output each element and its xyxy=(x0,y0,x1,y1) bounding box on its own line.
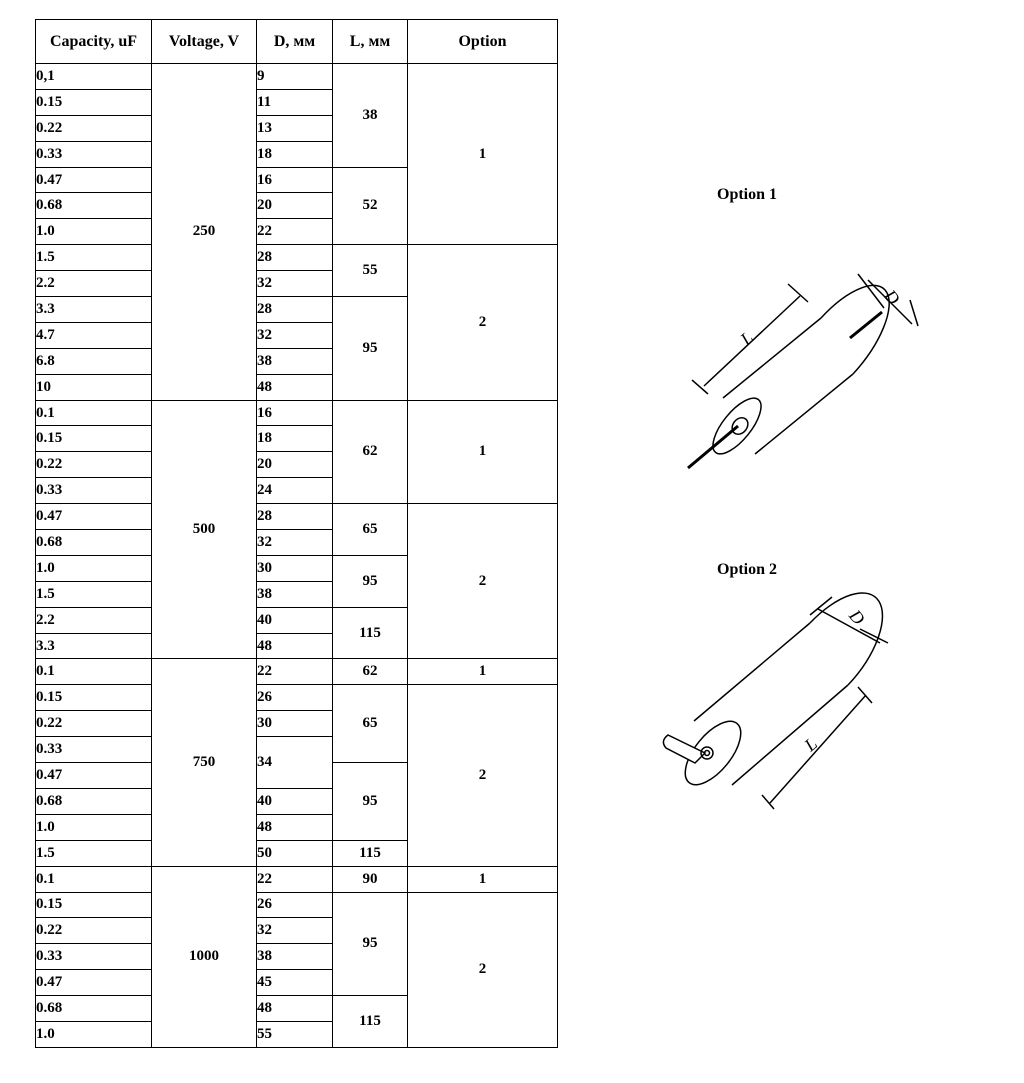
capacity-cell: 0.22 xyxy=(36,711,152,737)
d-cell: 38 xyxy=(257,581,333,607)
d-cell: 11 xyxy=(257,89,333,115)
d-cell: 40 xyxy=(257,788,333,814)
l-cell: 62 xyxy=(333,659,408,685)
capacity-cell: 0.47 xyxy=(36,167,152,193)
option1-lead-back xyxy=(850,312,882,338)
capacity-cell: 1.0 xyxy=(36,814,152,840)
option-cell: 2 xyxy=(408,504,558,659)
capacity-cell: 0.22 xyxy=(36,115,152,141)
capacity-cell: 10 xyxy=(36,374,152,400)
voltage-cell: 1000 xyxy=(152,866,257,1047)
capacity-cell: 1.0 xyxy=(36,219,152,245)
d-cell: 22 xyxy=(257,659,333,685)
capacity-cell: 0.47 xyxy=(36,970,152,996)
capacity-cell: 1.0 xyxy=(36,555,152,581)
d-cell: 32 xyxy=(257,271,333,297)
l-cell: 65 xyxy=(333,504,408,556)
capacity-cell: 1.5 xyxy=(36,245,152,271)
capacity-cell: 0,1 xyxy=(36,64,152,90)
d-cell: 38 xyxy=(257,944,333,970)
capacity-cell: 1.5 xyxy=(36,581,152,607)
d-cell: 13 xyxy=(257,115,333,141)
d-cell: 32 xyxy=(257,918,333,944)
capacitor-spec-table xyxy=(35,19,558,1048)
table-row xyxy=(36,400,558,426)
table-row xyxy=(36,64,558,90)
option1-rear-end xyxy=(821,285,889,374)
option-cell: 1 xyxy=(408,659,558,685)
d-cell: 26 xyxy=(257,892,333,918)
capacity-cell: 0.22 xyxy=(36,918,152,944)
capacity-cell: 0.68 xyxy=(36,996,152,1022)
table-row xyxy=(36,504,558,530)
capacity-cell: 4.7 xyxy=(36,322,152,348)
option1-label: Option 1 xyxy=(717,186,778,203)
option-cell: 2 xyxy=(408,245,558,400)
d-cell: 9 xyxy=(257,64,333,90)
capacity-cell: 6.8 xyxy=(36,348,152,374)
d-cell: 28 xyxy=(257,504,333,530)
table-row xyxy=(36,892,558,918)
capacity-cell: 3.3 xyxy=(36,633,152,659)
option1-lead-front xyxy=(688,426,738,468)
d-cell: 48 xyxy=(257,633,333,659)
l-cell: 55 xyxy=(333,245,408,297)
d-cell: 30 xyxy=(257,555,333,581)
capacity-cell: 0.33 xyxy=(36,478,152,504)
l-cell: 95 xyxy=(333,297,408,401)
table-row xyxy=(36,659,558,685)
d-cell: 40 xyxy=(257,607,333,633)
d-cell: 24 xyxy=(257,478,333,504)
voltage-cell: 500 xyxy=(152,400,257,659)
capacity-cell: 0.47 xyxy=(36,763,152,789)
capacity-cell: 0.68 xyxy=(36,530,152,556)
d-cell: 22 xyxy=(257,219,333,245)
d-cell: 22 xyxy=(257,866,333,892)
capacity-cell: 0.33 xyxy=(36,141,152,167)
l-cell: 95 xyxy=(333,763,408,841)
l-cell: 115 xyxy=(333,607,408,659)
d-cell: 16 xyxy=(257,400,333,426)
option-cell: 2 xyxy=(408,892,558,1047)
capacity-cell: 0.1 xyxy=(36,400,152,426)
option2-capacitor-drawing xyxy=(650,585,910,815)
l-cell: 52 xyxy=(333,167,408,245)
capacity-cell: 0.68 xyxy=(36,193,152,219)
option1-capacitor-drawing xyxy=(660,260,930,480)
l-cell: 115 xyxy=(333,840,408,866)
option-header: Option xyxy=(408,20,558,64)
capacity-cell: 0.15 xyxy=(36,685,152,711)
option2-solder-tag xyxy=(663,735,705,763)
d-cell: 18 xyxy=(257,426,333,452)
l-cell: 115 xyxy=(333,996,408,1048)
voltage-cell: 250 xyxy=(152,64,257,401)
l-cell: 62 xyxy=(333,400,408,504)
d-cell: 18 xyxy=(257,141,333,167)
d-cell: 28 xyxy=(257,245,333,271)
l-cell: 38 xyxy=(333,64,408,168)
capacity-header: Capacity, uF xyxy=(36,20,152,64)
option2-label: Option 2 xyxy=(717,561,778,578)
capacity-cell: 0.1 xyxy=(36,659,152,685)
d-cell: 55 xyxy=(257,1021,333,1047)
option1-d-text: D xyxy=(880,285,904,309)
d-cell: 48 xyxy=(257,996,333,1022)
l-header: L, мм xyxy=(333,20,408,64)
d-cell: 20 xyxy=(257,452,333,478)
table-row xyxy=(36,685,558,711)
d-cell: 30 xyxy=(257,711,333,737)
d-cell: 45 xyxy=(257,970,333,996)
option-cell: 1 xyxy=(408,400,558,504)
option-cell: 1 xyxy=(408,64,558,245)
capacity-cell: 0.1 xyxy=(36,866,152,892)
capacity-cell: 0.33 xyxy=(36,737,152,763)
d-cell: 16 xyxy=(257,167,333,193)
l-cell: 65 xyxy=(333,685,408,763)
d-cell: 48 xyxy=(257,374,333,400)
capacity-cell: 2.2 xyxy=(36,607,152,633)
capacity-cell: 1.5 xyxy=(36,840,152,866)
d-cell: 26 xyxy=(257,685,333,711)
capacity-cell: 0.33 xyxy=(36,944,152,970)
option2-d-text: D xyxy=(845,605,869,629)
capacity-cell: 2.2 xyxy=(36,271,152,297)
d-header: D, мм xyxy=(257,20,333,64)
option2-l-text: L xyxy=(800,733,822,756)
capacity-cell: 1.0 xyxy=(36,1021,152,1047)
capacity-cell: 0.15 xyxy=(36,892,152,918)
d-cell: 50 xyxy=(257,840,333,866)
l-cell: 90 xyxy=(333,866,408,892)
l-cell: 95 xyxy=(333,555,408,607)
d-cell: 32 xyxy=(257,322,333,348)
header-row xyxy=(36,20,558,64)
capacity-cell: 0.22 xyxy=(36,452,152,478)
d-cell: 34 xyxy=(257,737,333,789)
d-cell: 32 xyxy=(257,530,333,556)
voltage-header: Voltage, V xyxy=(152,20,257,64)
d-cell: 38 xyxy=(257,348,333,374)
capacity-cell: 0.15 xyxy=(36,89,152,115)
option2-body xyxy=(694,623,848,785)
table-row xyxy=(36,245,558,271)
capacity-cell: 0.15 xyxy=(36,426,152,452)
d-cell: 20 xyxy=(257,193,333,219)
table-row xyxy=(36,866,558,892)
d-cell: 48 xyxy=(257,814,333,840)
option1-l-text: L xyxy=(736,327,758,350)
option-cell: 2 xyxy=(408,685,558,866)
l-cell: 95 xyxy=(333,892,408,996)
capacity-cell: 0.47 xyxy=(36,504,152,530)
d-cell: 28 xyxy=(257,297,333,323)
capacity-cell: 0.68 xyxy=(36,788,152,814)
option-cell: 1 xyxy=(408,866,558,892)
voltage-cell: 750 xyxy=(152,659,257,866)
capacity-cell: 3.3 xyxy=(36,297,152,323)
